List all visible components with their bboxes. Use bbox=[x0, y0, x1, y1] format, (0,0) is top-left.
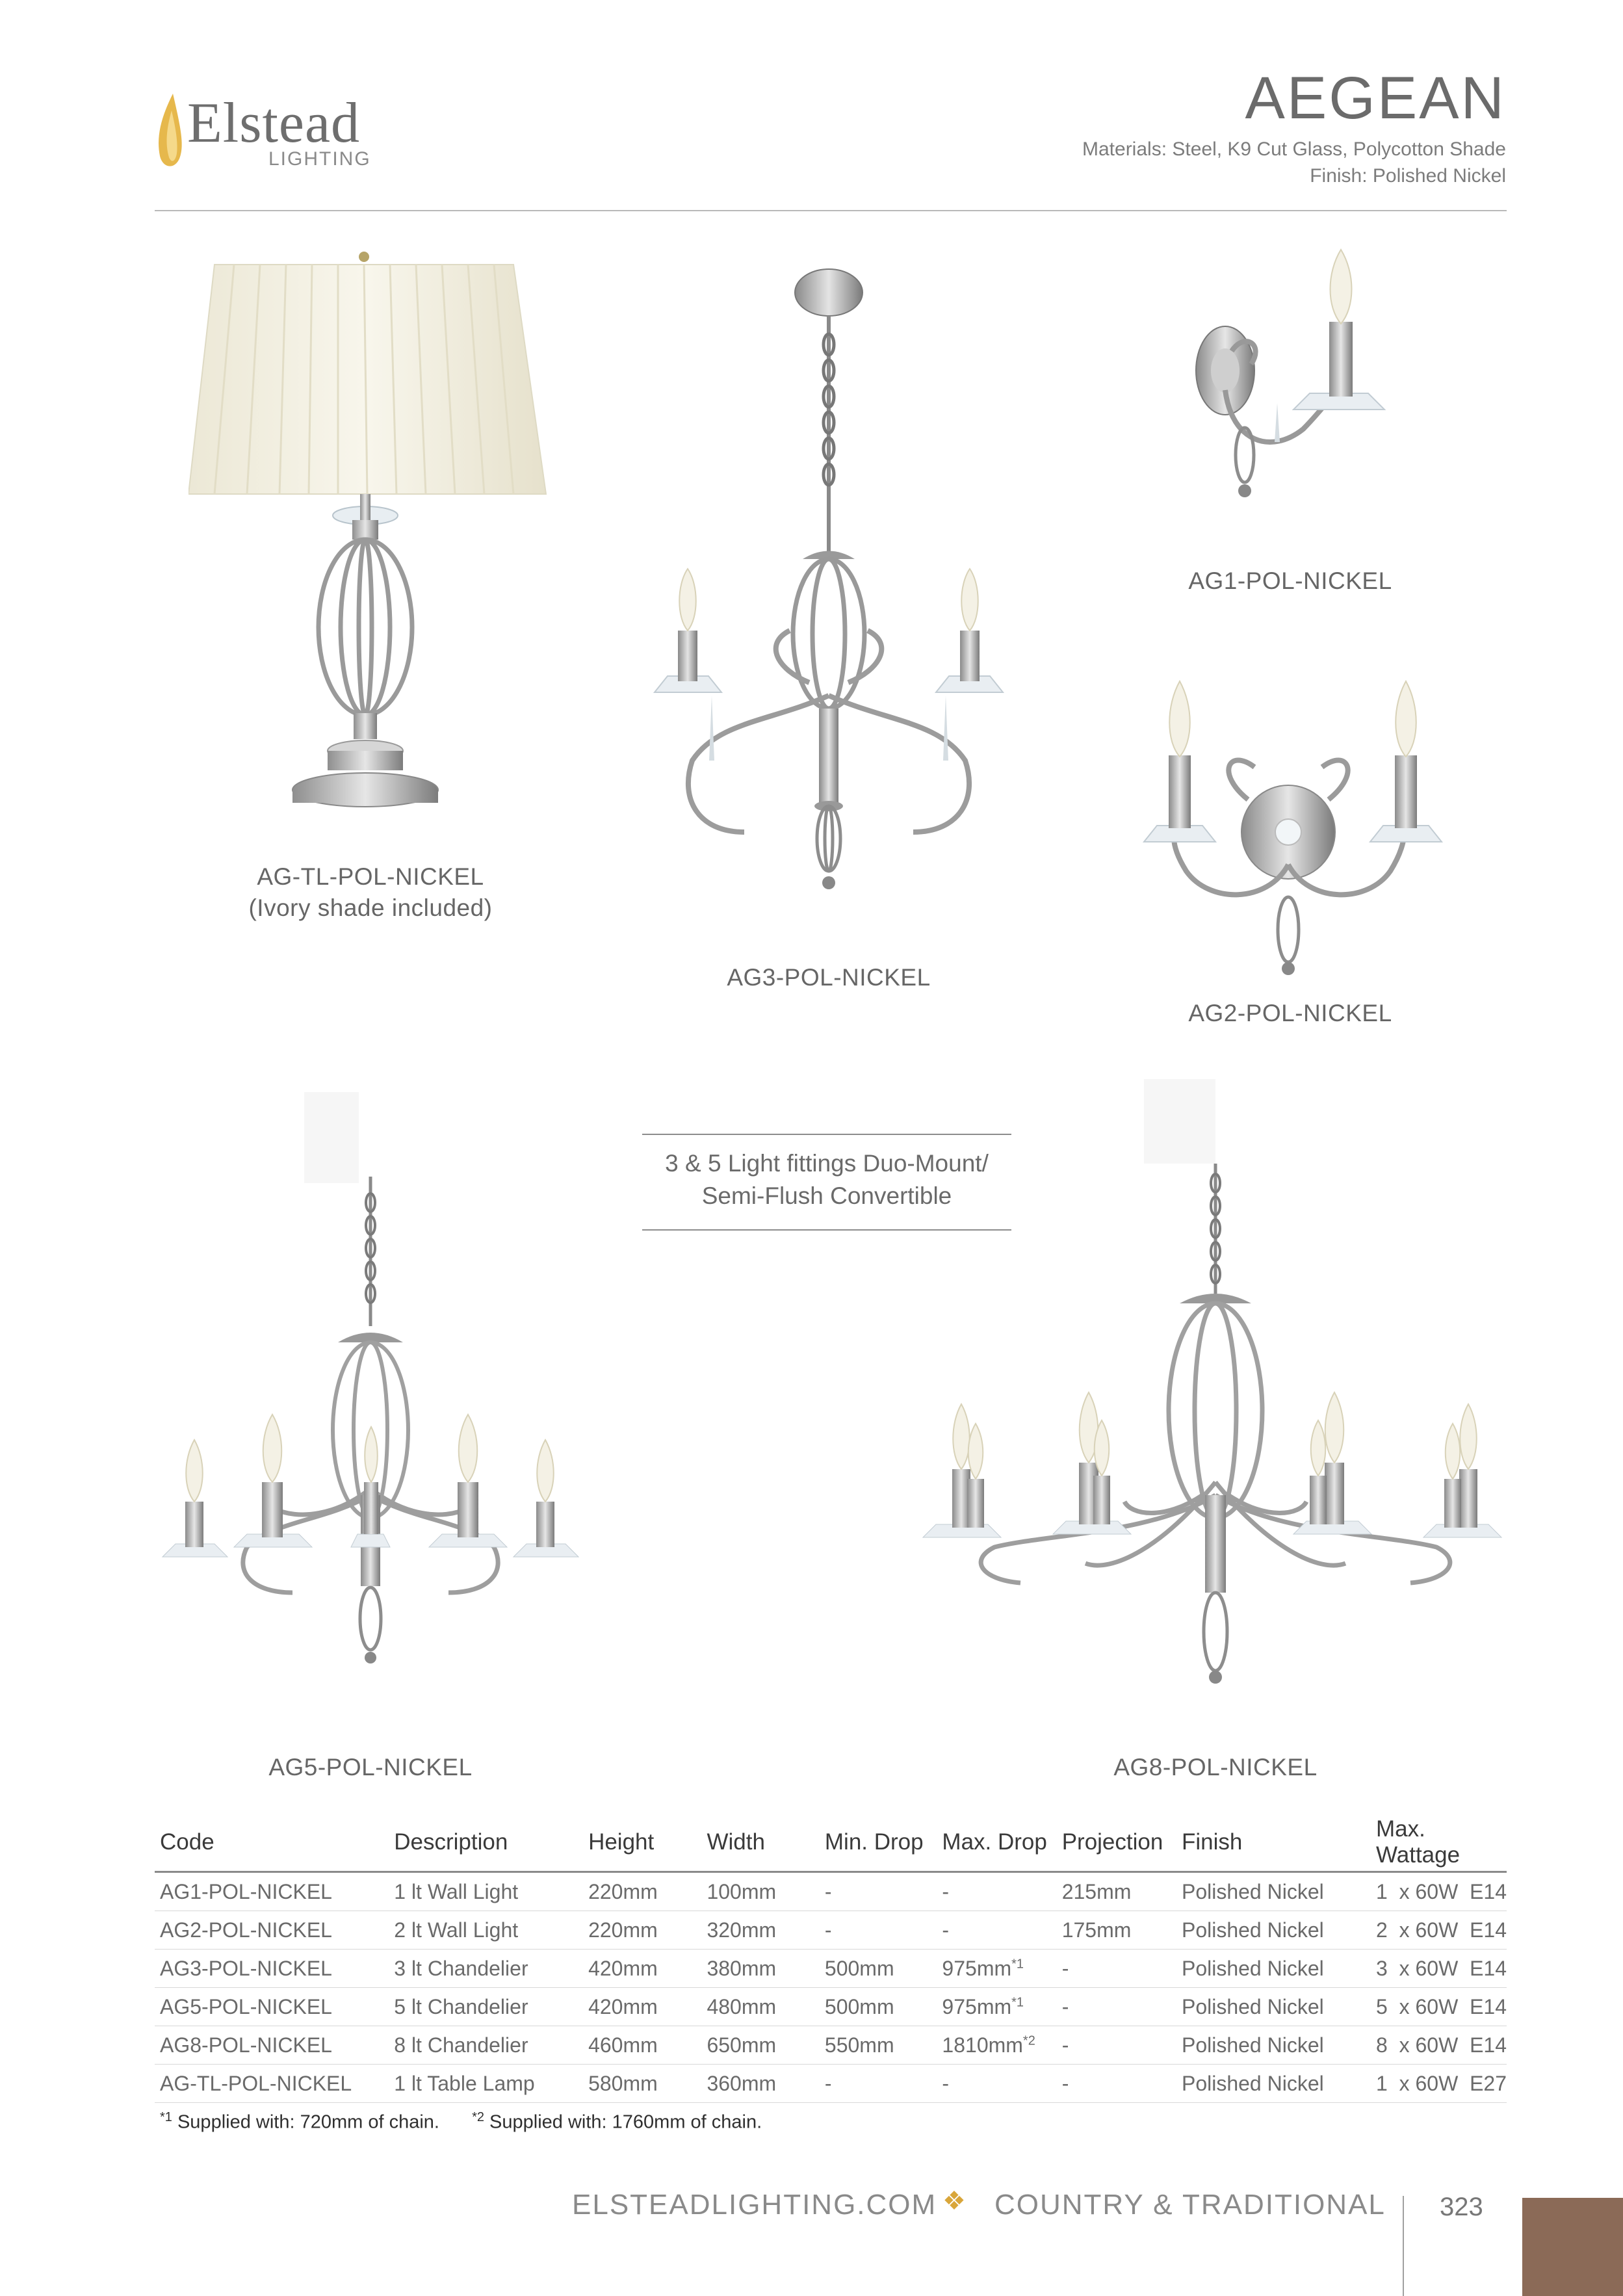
cell-code: AG-TL-POL-NICKEL bbox=[155, 2065, 389, 2103]
cell-projection: - bbox=[1057, 2026, 1176, 2065]
footer-divider bbox=[1403, 2196, 1404, 2296]
footnote-mark-1: *1 bbox=[160, 2110, 172, 2124]
cell-height: 460mm bbox=[583, 2026, 701, 2065]
wall-light-1-image bbox=[1173, 247, 1407, 533]
cell-description: 3 lt Chandelier bbox=[389, 1950, 583, 1988]
logo-wordmark: Elstead bbox=[187, 92, 361, 155]
chandelier-5-image bbox=[156, 1092, 598, 1729]
table-row bbox=[155, 1988, 1507, 2026]
cell-width: 380mm bbox=[701, 1950, 819, 1988]
cell-finish: Polished Nickel bbox=[1176, 2026, 1371, 2065]
cell-description: 2 lt Wall Light bbox=[389, 1911, 583, 1950]
cell-code: AG1-POL-NICKEL bbox=[155, 1872, 389, 1911]
footnotes bbox=[160, 2110, 762, 2133]
cell-height: 220mm bbox=[583, 1872, 701, 1911]
page-number: 323 bbox=[1440, 2193, 1483, 2221]
cell-code: AG3-POL-NICKEL bbox=[155, 1950, 389, 1988]
cell-code: AG2-POL-NICKEL bbox=[155, 1911, 389, 1950]
col-header-finish: Finish bbox=[1176, 1814, 1371, 1872]
table-lamp-note: (Ivory shade included) bbox=[248, 894, 493, 922]
cell-height: 220mm bbox=[583, 1911, 701, 1950]
cell-code: AG5-POL-NICKEL bbox=[155, 1988, 389, 2026]
table-row bbox=[155, 1872, 1507, 1911]
page-title: AEGEAN bbox=[1245, 65, 1506, 131]
table-header-row bbox=[155, 1814, 1507, 1872]
cell-width: 320mm bbox=[701, 1911, 819, 1950]
cell-min-drop: - bbox=[820, 1872, 937, 1911]
max-drop-mark: *2 bbox=[1022, 2033, 1035, 2048]
cell-height: 580mm bbox=[583, 2065, 701, 2103]
chandelier-8-image bbox=[916, 1079, 1514, 1703]
max-drop-value: - bbox=[942, 1879, 950, 1903]
cell-max-drop bbox=[937, 1988, 1056, 2026]
header-divider bbox=[155, 210, 1507, 211]
table-lamp-code: AG-TL-POL-NICKEL bbox=[257, 863, 484, 890]
spec-table bbox=[155, 1814, 1507, 2103]
cell-description: 1 lt Wall Light bbox=[389, 1872, 583, 1911]
cell-projection: 215mm bbox=[1057, 1872, 1176, 1911]
cell-min-drop: - bbox=[820, 2065, 937, 2103]
cell-max-drop bbox=[937, 1911, 1056, 1950]
cell-width: 100mm bbox=[701, 1872, 819, 1911]
cell-finish: Polished Nickel bbox=[1176, 1911, 1371, 1950]
col-header-code: Code bbox=[155, 1814, 389, 1872]
max-drop-value: 975mm bbox=[942, 1994, 1012, 2018]
cell-description: 5 lt Chandelier bbox=[389, 1988, 583, 2026]
cell-finish: Polished Nickel bbox=[1176, 1872, 1371, 1911]
caption-chandelier-5: AG5-POL-NICKEL bbox=[268, 1754, 473, 1781]
cell-max-wattage: 1 x 60W E27 bbox=[1371, 2065, 1507, 2103]
max-drop-mark: *1 bbox=[1011, 1994, 1024, 2009]
col-header-height: Height bbox=[583, 1814, 701, 1872]
col-header-min-drop: Min. Drop bbox=[820, 1814, 937, 1872]
cell-min-drop: - bbox=[820, 1911, 937, 1950]
table-lamp-image bbox=[188, 250, 552, 839]
cell-projection: 175mm bbox=[1057, 1911, 1176, 1950]
caption-chandelier-8: AG8-POL-NICKEL bbox=[1113, 1754, 1318, 1781]
cell-min-drop: 500mm bbox=[820, 1988, 937, 2026]
cell-width: 650mm bbox=[701, 2026, 819, 2065]
max-drop-mark: *1 bbox=[1011, 1956, 1024, 1971]
cell-width: 360mm bbox=[701, 2065, 819, 2103]
caption-table-lamp bbox=[188, 861, 552, 924]
diamond-icon: ❖ bbox=[942, 2187, 967, 2215]
cell-height: 420mm bbox=[583, 1950, 701, 1988]
cell-description: 1 lt Table Lamp bbox=[389, 2065, 583, 2103]
cell-projection: - bbox=[1057, 1950, 1176, 1988]
footnote-mark-2: *2 bbox=[472, 2110, 484, 2124]
flame-icon bbox=[155, 91, 187, 172]
col-header-description: Description bbox=[389, 1814, 583, 1872]
footer-website-link[interactable]: ELSTEADLIGHTING.COM bbox=[572, 2189, 937, 2221]
cell-code: AG8-POL-NICKEL bbox=[155, 2026, 389, 2065]
table-row bbox=[155, 2026, 1507, 2065]
section-color-tab bbox=[1522, 2198, 1623, 2296]
col-header-max-wattage: Max. Wattage bbox=[1371, 1814, 1507, 1872]
chandelier-3-image bbox=[614, 267, 1043, 943]
cell-min-drop: 550mm bbox=[820, 2026, 937, 2065]
elstead-logo bbox=[155, 91, 376, 172]
col-header-max-drop: Max. Drop bbox=[937, 1814, 1056, 1872]
caption-wall-light-2: AG2-POL-NICKEL bbox=[1188, 1000, 1392, 1026]
caption-chandelier-3: AG3-POL-NICKEL bbox=[727, 964, 931, 991]
finish-text: Finish: Polished Nickel bbox=[1310, 165, 1506, 187]
max-drop-value: - bbox=[942, 1918, 950, 1942]
convertible-note-line2: Semi-Flush Convertible bbox=[701, 1182, 952, 1209]
wall-light-2-image bbox=[1118, 670, 1469, 988]
table-row bbox=[155, 1911, 1507, 1950]
cell-max-wattage: 3 x 60W E14 bbox=[1371, 1950, 1507, 1988]
cell-width: 480mm bbox=[701, 1988, 819, 2026]
cell-projection: - bbox=[1057, 1988, 1176, 2026]
table-row bbox=[155, 2065, 1507, 2103]
max-drop-value: 975mm bbox=[942, 1956, 1012, 1980]
footnote-text-1: Supplied with: 720mm of chain. bbox=[172, 2111, 439, 2133]
cell-finish: Polished Nickel bbox=[1176, 2065, 1371, 2103]
caption-wall-light-1: AG1-POL-NICKEL bbox=[1188, 567, 1392, 594]
cell-max-wattage: 8 x 60W E14 bbox=[1371, 2026, 1507, 2065]
col-header-projection: Projection bbox=[1057, 1814, 1176, 1872]
footnote-text-2: Supplied with: 1760mm of chain. bbox=[484, 2111, 762, 2133]
cell-projection: - bbox=[1057, 2065, 1176, 2103]
cell-min-drop: 500mm bbox=[820, 1950, 937, 1988]
max-drop-value: - bbox=[942, 2071, 950, 2095]
cell-max-wattage: 1 x 60W E14 bbox=[1371, 1872, 1507, 1911]
cell-max-drop bbox=[937, 2026, 1056, 2065]
max-drop-value: 1810mm bbox=[942, 2033, 1023, 2057]
footer-section-title: COUNTRY & TRADITIONAL bbox=[994, 2189, 1386, 2221]
col-header-width: Width bbox=[701, 1814, 819, 1872]
cell-description: 8 lt Chandelier bbox=[389, 2026, 583, 2065]
table-row bbox=[155, 1950, 1507, 1988]
convertible-note-line1: 3 & 5 Light fittings Duo-Mount/ bbox=[665, 1150, 989, 1177]
cell-max-drop bbox=[937, 2065, 1056, 2103]
cell-max-drop bbox=[937, 1872, 1056, 1911]
cell-max-wattage: 5 x 60W E14 bbox=[1371, 1988, 1507, 2026]
cell-finish: Polished Nickel bbox=[1176, 1950, 1371, 1988]
cell-max-wattage: 2 x 60W E14 bbox=[1371, 1911, 1507, 1950]
logo-subtitle: LIGHTING bbox=[268, 148, 371, 170]
materials-text: Materials: Steel, K9 Cut Glass, Polycotton Shade bbox=[1082, 138, 1506, 160]
cell-height: 420mm bbox=[583, 1988, 701, 2026]
cell-max-drop bbox=[937, 1950, 1056, 1988]
cell-finish: Polished Nickel bbox=[1176, 1988, 1371, 2026]
